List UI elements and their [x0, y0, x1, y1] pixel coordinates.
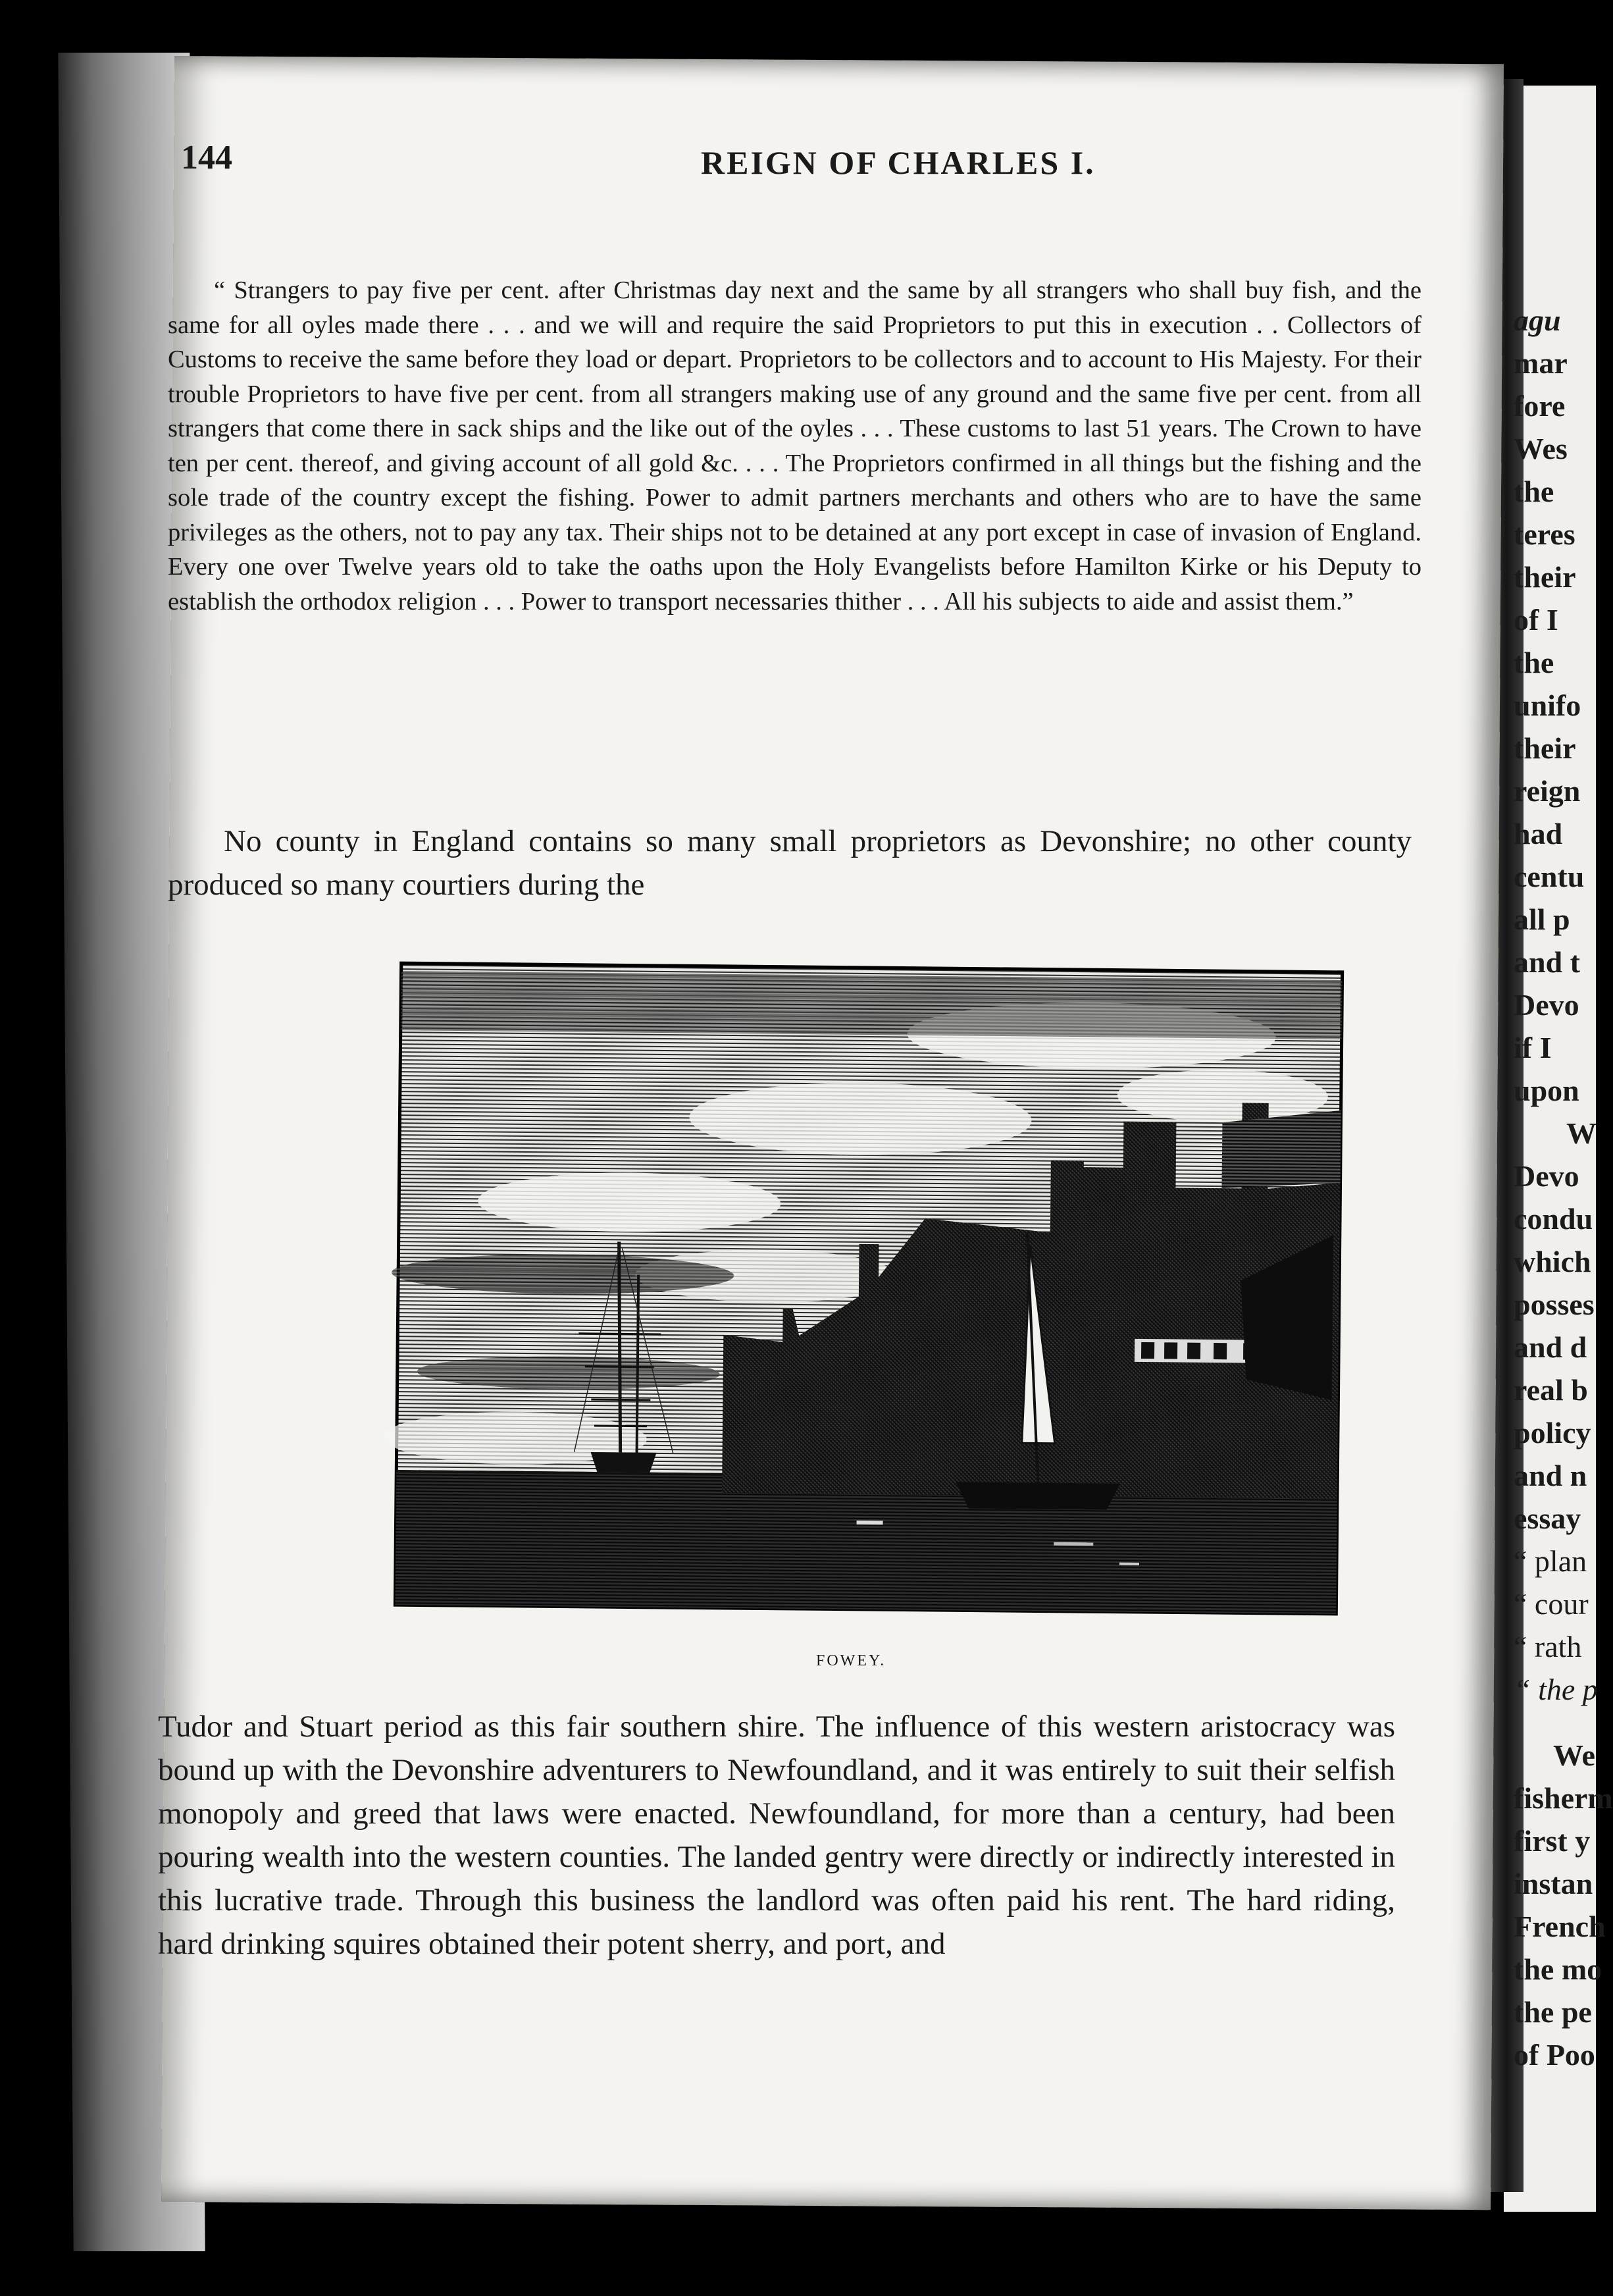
facing-line: Devo [1514, 988, 1579, 1022]
facing-line: posses [1514, 1288, 1595, 1321]
facing-line: and t [1514, 945, 1580, 979]
facing-line: centu [1514, 860, 1585, 893]
facing-line: which [1514, 1245, 1591, 1278]
facing-line: “ cour [1514, 1587, 1589, 1621]
facing-line: if I [1514, 1031, 1552, 1064]
facing-line: of Poo [1514, 2038, 1595, 2072]
facing-line: “ rath [1514, 1630, 1582, 1663]
facing-line: of I [1514, 603, 1558, 637]
facing-line: had [1514, 817, 1563, 850]
facing-line: unifo [1514, 689, 1581, 722]
facing-line: condu [1514, 1202, 1593, 1236]
facing-line: reign [1514, 774, 1581, 808]
facing-line: upon [1514, 1074, 1579, 1107]
facing-line: the pe [1514, 1995, 1592, 2029]
figure-caption: FOWEY. [816, 1652, 886, 1669]
page-number: 144 [181, 139, 232, 176]
facing-line: their [1514, 731, 1576, 765]
facing-line: policy [1514, 1416, 1591, 1449]
facing-line: and n [1514, 1459, 1587, 1492]
facing-line: the [1514, 475, 1554, 508]
intro-paragraph [168, 820, 1412, 906]
facing-line: Wes [1514, 432, 1568, 465]
facing-line: real b [1514, 1373, 1588, 1407]
facing-line: “ plan [1514, 1544, 1587, 1578]
facing-line: mar [1514, 346, 1568, 380]
continuation-paragraph [158, 1705, 1395, 1966]
facing-line: and d [1514, 1330, 1587, 1364]
facing-line: the [1514, 646, 1554, 679]
continuation-text: Tudor and Stuart period as this fair southern shire. The influence of this western aristocracy was bound up with the Devonshire adventurers to Newfoundland, and it was entirely to suit their selfish monopoly and greed that laws were enacted. Newfoundland, for more than a century, had been pouring wealth into the western counties. The landed gentry were directly or indirectly interested in this lucrative trade. Through this business the landlord was often paid his rent. The hard riding, hard drinking squires obtained their potent sherry, and port, and [158, 1709, 1395, 1961]
intro-text: No county in England contains so many small proprietors as Devonshire; no other county produced so many courtiers during the [168, 824, 1412, 902]
page-header [181, 138, 1445, 191]
facing-line: fisherm [1514, 1781, 1613, 1815]
facing-line: agu [1514, 303, 1561, 337]
fowey-engraving [395, 963, 1342, 1614]
facing-line: teres [1514, 517, 1575, 551]
running-title: REIGN OF CHARLES I. [701, 144, 1096, 181]
facing-line: fore [1514, 389, 1566, 423]
harbour-illustration [395, 963, 1342, 1614]
facing-line: all p [1514, 902, 1570, 936]
facing-line: We [1553, 1738, 1595, 1772]
quoted-charter-text [168, 273, 1421, 619]
facing-line: first y [1514, 1824, 1591, 1858]
facing-line: their [1514, 560, 1576, 594]
facing-line: Devo [1514, 1159, 1579, 1193]
quote-paragraph: “ Strangers to pay five per cent. after Christmas day next and the same by all strangers who shall buy fish, and the same for all oyles made there . . . and we will and require the said Proprietors to put this in execution . . Collectors of Customs to receive the same before they load or depart. Proprietors to be collectors and to account to His Majesty. For their trouble Proprietors to have five per cent. from all strangers making use of any ground and the same five per cent. from all strangers that come there in sack ships and the like out of the oyles . . . These customs to last 51 years. The Crown to have ten per cent. thereof, and giving account of all gold &c. . . . The Proprietors confirmed in all things but the fishing and the sole trade of the country except the fishing. Power to admit partners merchants and others who are to have the same privileges as the others, not to pay any tax. Their ships not to be detained at any port except in case of invasion of England. Every one over Twelve years old to take the oaths upon the Holy Evangelists before Hamilton Kirke or his Deputy to establish the orthodox religion . . . Power to transport necessaries thither . . . All his subjects to aide and assist them.” [168, 276, 1421, 615]
facing-line: W [1566, 1116, 1597, 1150]
facing-line: the mo [1514, 1952, 1602, 1986]
facing-line: French [1514, 1910, 1606, 1943]
facing-line: essay [1514, 1501, 1581, 1535]
facing-line: “ the p [1514, 1673, 1598, 1706]
facing-line: instan [1514, 1867, 1593, 1900]
